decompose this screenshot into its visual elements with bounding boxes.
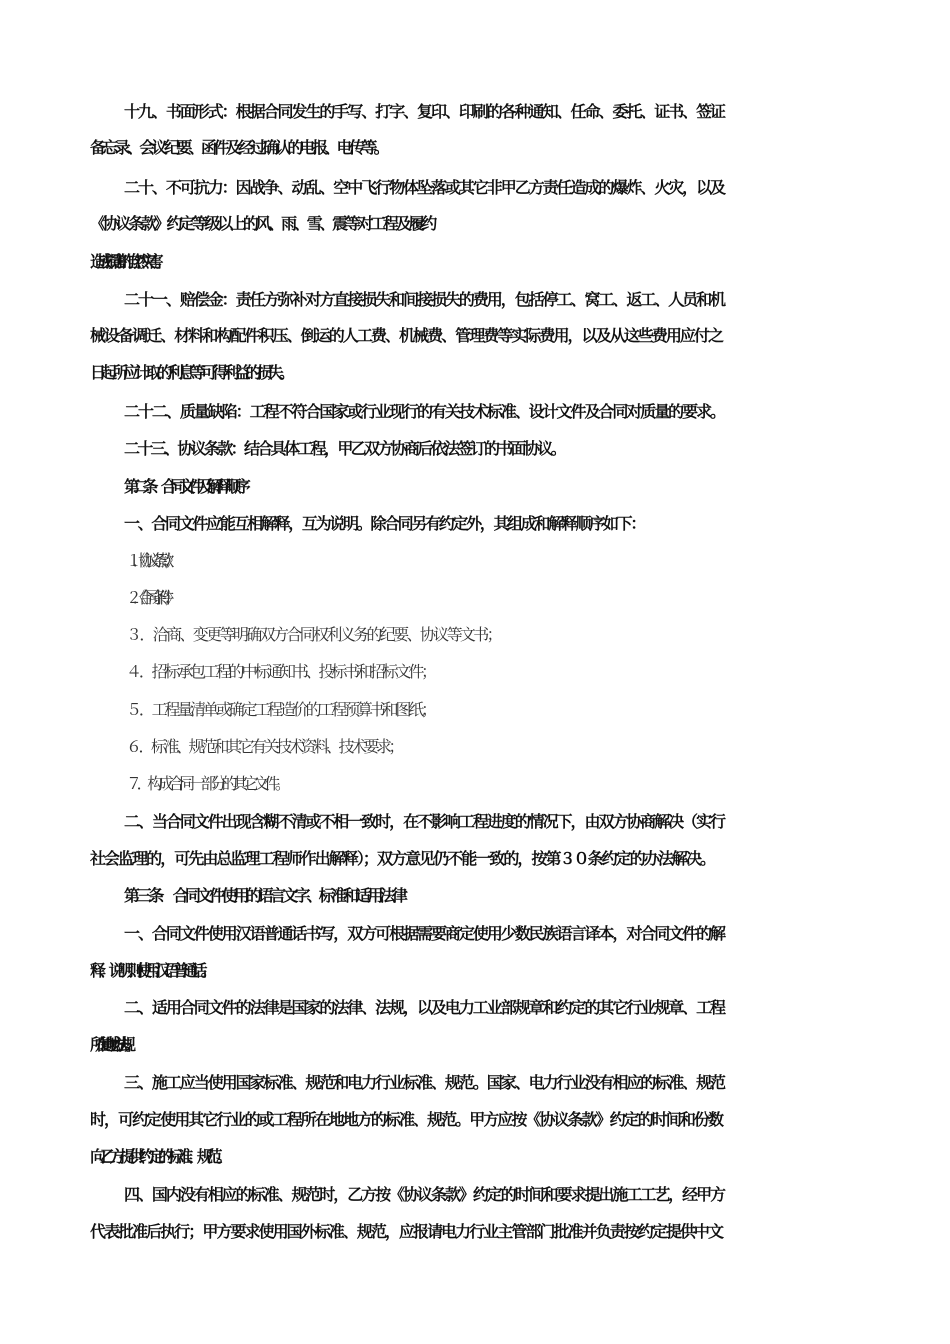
article-3-para-4-line-1: 四、国内没有相应的标准、规范时，乙方按《协议条款》约定的时间和要求提出施工工艺，经甲方 <box>124 1185 725 1204</box>
clause-20-line-2: 《协议条款》约定等级以上的风、雨、雪、震等对工程及履约 <box>90 214 435 233</box>
clause-20-line-3: 造成损害的自然灾害。 <box>90 252 163 271</box>
article-2-para-1: 一、合同文件应能互相解释，互为说明。除合同另有约定外，其组成和解释顺序如下： <box>124 514 645 533</box>
list-item-1: １．《协议条款》； <box>126 551 171 570</box>
list-item-2: ２．《合同条件》； <box>126 588 171 607</box>
clause-20-line-1: 二十、不可抗力：因战争、动乱、空中飞行物体坠落或其它非甲乙方责任造成的爆炸、火灾，以及 <box>124 178 725 197</box>
clause-19-line-1: 十九、书面形式：根据合同发生的手写、打字、复印、印刷的各种通知、任命、委托、证书、签证 <box>124 102 725 121</box>
article-3-para-1-line-2: 释、说明则使用汉语普通话。 <box>90 961 211 980</box>
article-3-para-3-line-2: 时，可约定使用其它行业的或工程所在地地方的标准、规范。甲方应按《协议条款》约定的时间和份数 <box>90 1110 723 1129</box>
article-3-heading: 第三条 合同文件使用的语言文字、标准和适用法律 <box>124 886 405 905</box>
list-item-4: ４．招标承包工程的中标通知书、投标书和招标文件； <box>126 662 435 681</box>
article-3-para-4-line-2: 代表批准后执行；甲方要求使用国外标准、规范，应报请电力行业主管部门批准并负责按约定提供中文 <box>90 1222 723 1241</box>
article-3-para-1-line-1: 一、合同文件使用汉语普通话书写，双方可根据需要商定使用少数民族语言译本，对合同文件的解 <box>124 924 725 943</box>
clause-21-line-1: 二十一、赔偿金：责任方弥补对方直接损失和间接损失的费用，包括停工、窝工、返工、人员和机 <box>124 290 725 309</box>
list-item-6: ６．标准、规范和其它有关技术资料、技术要求； <box>126 737 402 756</box>
clause-19-line-2: 备忘录、会议纪要、函件及经过确认的电报、电传等。 <box>90 138 387 157</box>
clause-21-line-2: 械设备调迁、材料和构配件积压、倒运的人工费、机械费、管理费等实际费用，以及从这些费用应付之 <box>90 326 723 345</box>
list-item-7: ７．构成合同一部分的其它文件。 <box>126 774 286 793</box>
article-3-para-3-line-1: 三、施工应当使用国家标准、规范和电力行业标准、规范。国家、电力行业没有相应的标准、规范 <box>124 1073 725 1092</box>
article-2-para-2-line-1: 二、当合同文件出现含糊不清或不相一致时，在不影响工程进度的情况下，由双方协商解决（实行 <box>124 812 725 831</box>
clause-23: 二十三、协议条款：结合具体工程，甲乙双方协商后依法签订的书面协议。 <box>124 439 565 458</box>
list-item-5: ５．工程量清单或确定工程造价的工程预算书和图纸； <box>126 700 435 719</box>
article-2-para-2-line-2: 社会监理的，可先由总监理工程师作出解释）；双方意见仍不能一致的，按第３０条约定的办法解决。 <box>90 849 715 868</box>
clause-22: 二十二、质量缺陷：工程不符合国家或行业现行的有关技术标准、设计文件及合同对质量的要求。 <box>124 402 725 421</box>
clause-21-line-3: 日起所应计取的利息等可得利益的损失。 <box>90 363 291 382</box>
list-item-3: ３．洽商、变更等明确双方合同权利义务的纪要、协议等文书； <box>126 625 501 644</box>
article-3-para-2-line-1: 二、适用合同文件的法律是国家的法律、法规，以及电力工业部规章和约定的其它行业规章、工程 <box>124 998 725 1017</box>
article-2-heading: 第二条 合同文件及解释顺序 <box>124 477 245 496</box>
article-3-para-3-line-3: 向乙方提供约定的标准、规范。 <box>90 1147 227 1166</box>
article-3-para-2-line-2: 所在地地方法规。 <box>90 1035 131 1054</box>
